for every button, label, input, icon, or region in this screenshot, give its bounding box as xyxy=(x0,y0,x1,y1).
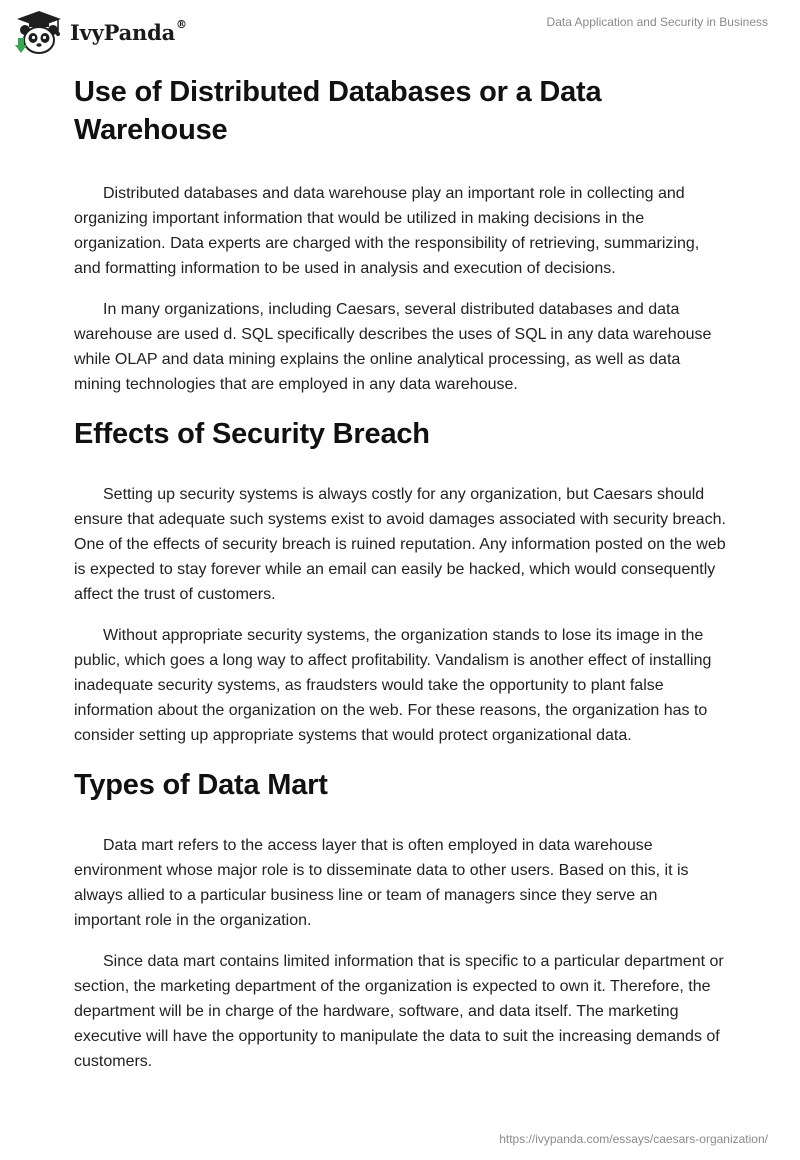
section-heading-security-breach: Effects of Security Breach xyxy=(74,418,430,450)
section-heading-distributed-databases: Use of Distributed Databases or a Data Warehouse xyxy=(74,76,602,146)
brand-name: IvyPanda® xyxy=(70,17,187,45)
running-title: Data Application and Security in Business xyxy=(546,15,768,29)
paragraph: Without appropriate security systems, the organization stands to lose its image in the public, which goes a long way to affect profitability. Vandalism is another effect of installing inadequate security systems, as fraudsters would take the opportunity to plant false information about the organization on the web. For these reasons, the organization has to consider setting up appropriate systems that would protect organizational data. xyxy=(74,627,712,744)
source-url[interactable]: https://ivypanda.com/essays/caesars-organization/ xyxy=(499,1132,768,1146)
paragraph: Setting up security systems is always costly for any organization, but Caesars should ensure that adequate such systems exist to avoid damages associated with security breach. One of the effects of security breach is ruined reputation. Any information posted on the web is expected to stay forever while an email can easily be hacked, which would consequently affect the trust of customers. xyxy=(74,486,726,603)
paragraph: Since data mart contains limited information that is specific to a particular department or section, the marketing department of the organization is expected to own it. Therefore, the department will be in charge of the hardware, software, and data itself. The marketing executive will have the opportunity to manipulate the data to suit the increasing demands of customers. xyxy=(74,953,724,1070)
paragraph: In many organizations, including Caesars, several distributed databases and data warehouse are used d. SQL specifically describes the uses of SQL in any data warehouse while OLAP and data mining explains the online analytical processing, as well as data mining technologies that are employed in any data warehouse. xyxy=(74,301,712,393)
paragraph: Distributed databases and data warehouse play an important role in collecting and organizing important information that would be utilized in making decisions in the organization. Data experts are charged with the responsibility of retrieving, summarizing, and formatting information to be used in analysis and execution of decisions. xyxy=(74,185,700,277)
panda-graduate-icon xyxy=(14,9,64,55)
paragraph: Data mart refers to the access layer that is often employed in data warehouse environment whose major role is to disseminate data to other users. Based on this, it is always allied to a particular business line or team of managers since they serve an important role in the organization. xyxy=(74,837,689,929)
document-body xyxy=(74,70,726,1074)
ivypanda-logo[interactable] xyxy=(14,8,187,56)
section-heading-data-mart: Types of Data Mart xyxy=(74,769,328,801)
page-header xyxy=(0,0,800,70)
